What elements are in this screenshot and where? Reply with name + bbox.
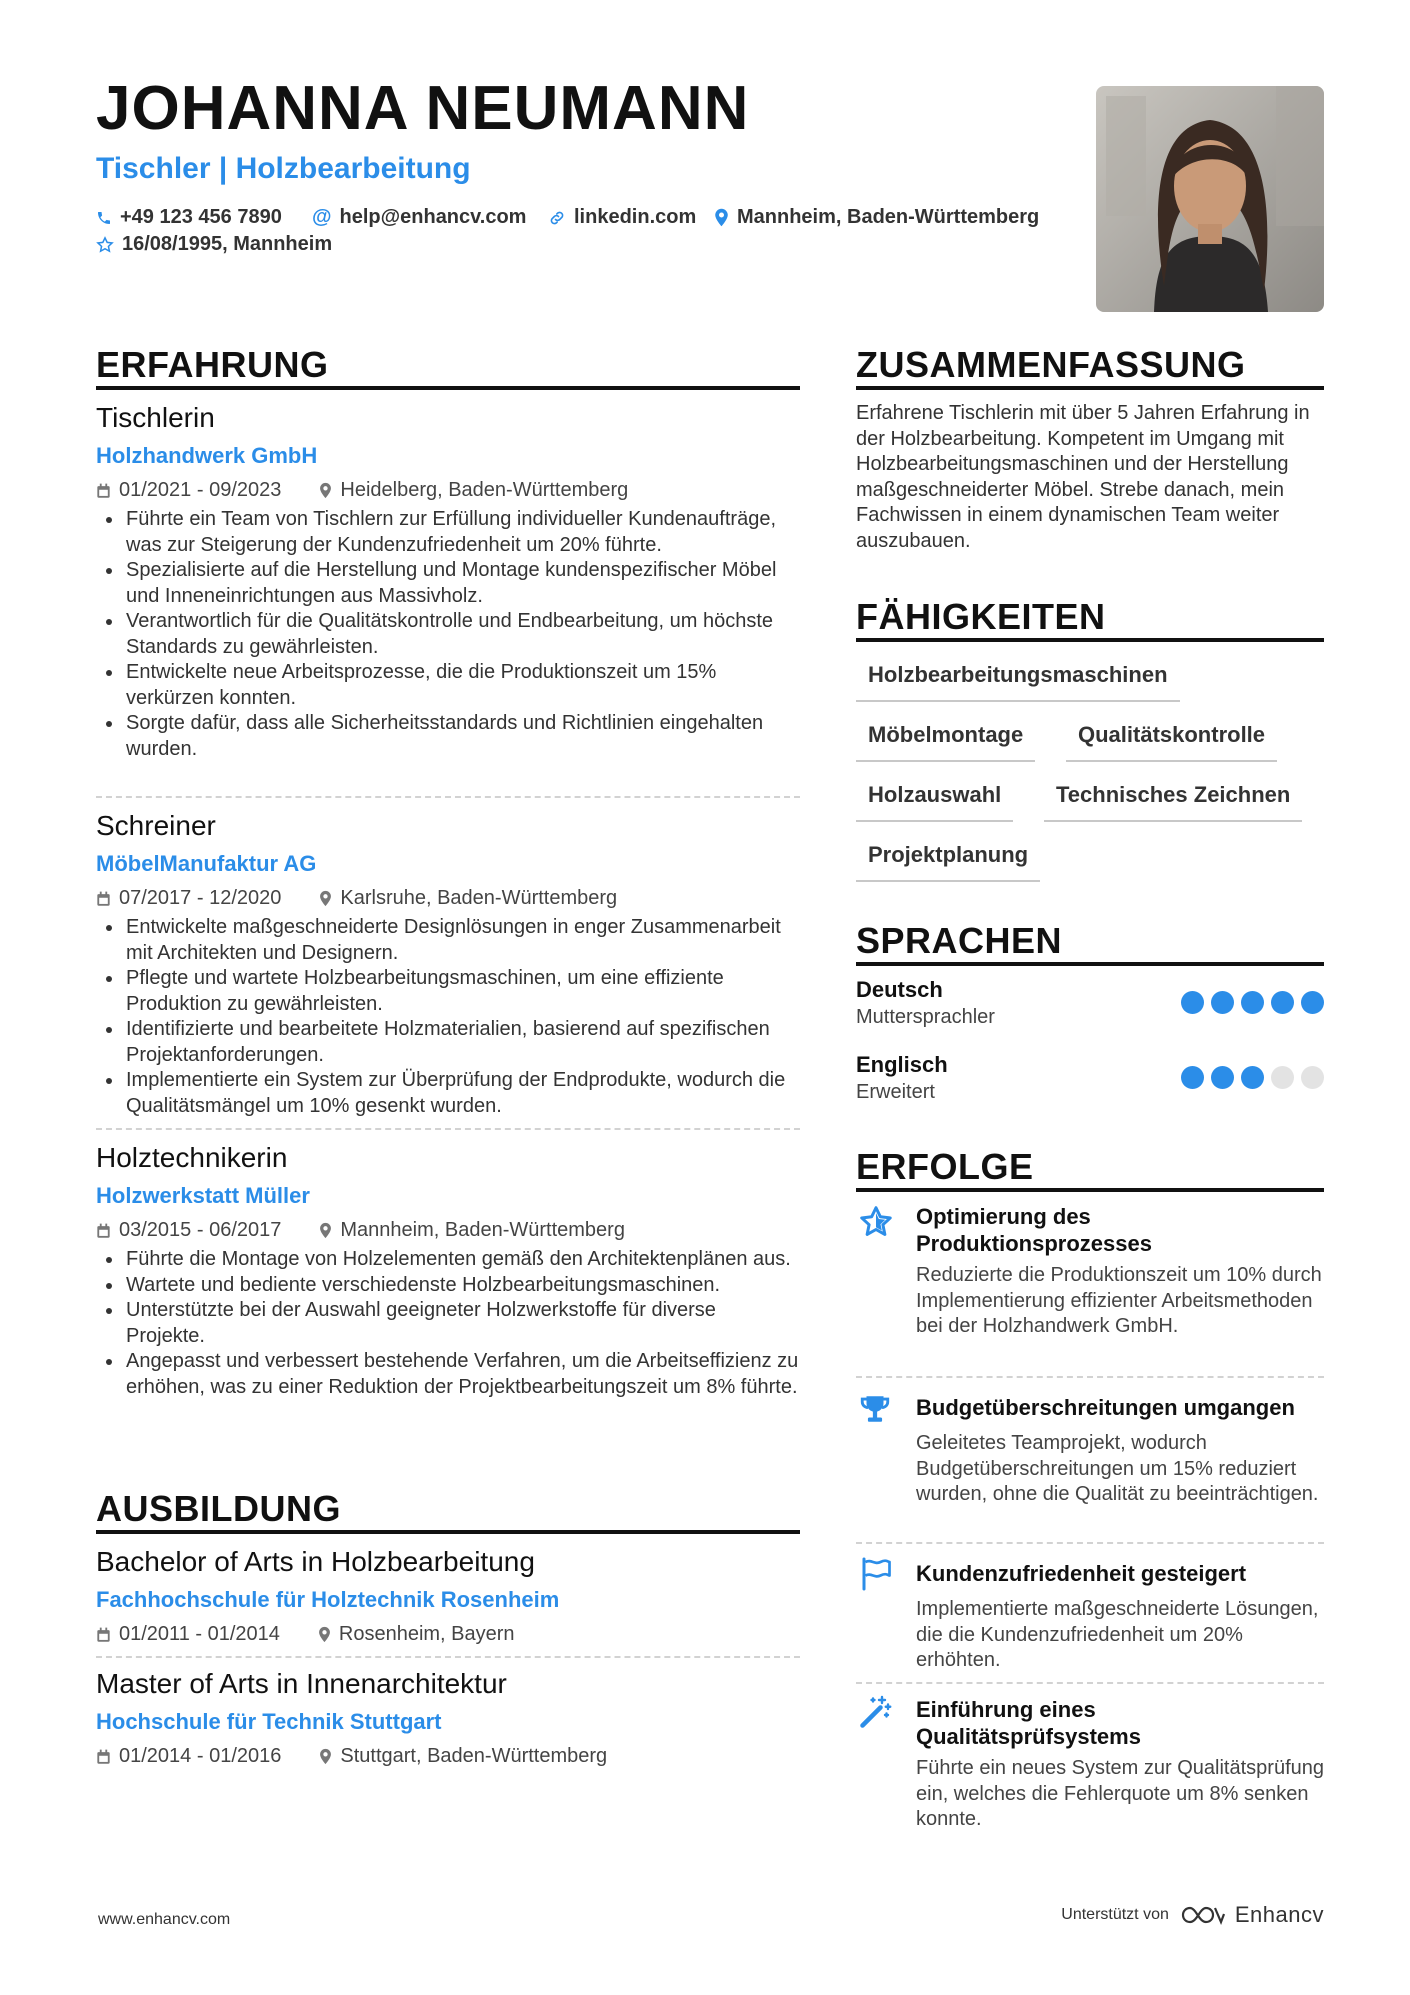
email-text[interactable]: help@enhancv.com bbox=[339, 206, 527, 228]
education-meta bbox=[96, 1745, 800, 1768]
contact-email[interactable] bbox=[312, 206, 526, 229]
candidate-title: Tischler | Holzbearbeitung bbox=[96, 152, 471, 185]
divider bbox=[856, 1682, 1324, 1684]
language-level: Erweitert bbox=[856, 1081, 935, 1103]
job-entry bbox=[96, 810, 800, 1119]
brand-name: Enhancv bbox=[1234, 1902, 1324, 1927]
job-meta bbox=[96, 887, 800, 910]
education-location: Stuttgart, Baden-Württemberg bbox=[340, 1745, 608, 1767]
languages-rule bbox=[856, 962, 1324, 966]
achievement-desc: Geleitetes Teamprojekt, wodurch Budgetüberschreitungen um 15% reduziert wurden, ohne die Qualität zu beeinträchtigen. bbox=[916, 1432, 1319, 1505]
profile-photo bbox=[1096, 86, 1324, 312]
bullet-item: • Identifizierte und bearbeitete Holzmaterialien, basierend auf spezifischen Projektanforderungen. bbox=[124, 1017, 800, 1068]
education-rule bbox=[96, 1530, 800, 1534]
job-bullets bbox=[96, 915, 800, 1119]
trophy-icon bbox=[858, 1392, 892, 1431]
education-dates: 01/2011 - 01/2014 bbox=[119, 1623, 280, 1645]
degree-title: Master of Arts in Innenarchitektur bbox=[96, 1668, 507, 1699]
language-item bbox=[856, 977, 1324, 1029]
map-pin-icon bbox=[319, 1222, 332, 1239]
bullet-item: • Sorgte dafür, dass alle Sicherheitsstandards und Richtlinien eingehalten wurden. bbox=[124, 711, 800, 762]
achievement-desc: Implementierte maßgeschneiderte Lösungen, die die Kundenzufriedenheit um 20% erhöhten. bbox=[916, 1598, 1319, 1671]
map-pin-icon bbox=[319, 1748, 332, 1765]
rating-dot bbox=[1271, 1066, 1294, 1089]
job-title: Holztechnikerin bbox=[96, 1142, 288, 1173]
bullet-item: • Entwickelte neue Arbeitsprozesse, die die Produktionszeit um 15% verkürzen konnten. bbox=[124, 660, 800, 711]
achievement-item bbox=[916, 1696, 1326, 1833]
language-rating bbox=[1181, 991, 1324, 1014]
divider bbox=[856, 1542, 1324, 1544]
rating-dot bbox=[1211, 991, 1234, 1014]
education-meta bbox=[96, 1623, 800, 1646]
rating-dot bbox=[1241, 991, 1264, 1014]
phone-text: +49 123 456 7890 bbox=[120, 206, 282, 228]
job-location: Heidelberg, Baden-Württemberg bbox=[340, 479, 629, 501]
rating-dot bbox=[1241, 1066, 1264, 1089]
job-bullets bbox=[96, 507, 800, 762]
job-location: Mannheim, Baden-Württemberg bbox=[340, 1219, 625, 1241]
bullet-item: • Unterstützte bei der Auswahl geeigneter Holzwerkstoffe für diverse Projekte. bbox=[124, 1298, 800, 1349]
achievement-item bbox=[916, 1203, 1326, 1340]
divider bbox=[856, 1376, 1324, 1378]
achievement-item bbox=[916, 1560, 1326, 1674]
phone-icon bbox=[96, 210, 112, 226]
summary-heading: ZUSAMMENFASSUNG bbox=[856, 344, 1246, 385]
contact-location bbox=[714, 206, 1039, 229]
skills-rule bbox=[856, 638, 1324, 642]
language-level: Muttersprachler bbox=[856, 1006, 995, 1028]
languages-heading: SPRACHEN bbox=[856, 920, 1063, 961]
school-name: Hochschule für Technik Stuttgart bbox=[96, 1709, 442, 1734]
star-outline-icon bbox=[96, 236, 114, 254]
achievement-title: Budgetüberschreitungen umgangen bbox=[916, 1395, 1295, 1420]
job-meta bbox=[96, 479, 800, 502]
bullet-item: • Wartete und bediente verschiedenste Holzbearbeitungsmaschinen. bbox=[124, 1273, 800, 1299]
bullet-item: • Verantwortlich für die Qualitätskontrolle und Endbearbeitung, um höchste Standards zu gewährleisten. bbox=[124, 609, 800, 660]
achievements-heading: ERFOLGE bbox=[856, 1146, 1034, 1187]
language-name: Deutsch bbox=[856, 977, 943, 1002]
degree-title: Bachelor of Arts in Holzbearbeitung bbox=[96, 1546, 535, 1577]
language-rating bbox=[1181, 1066, 1324, 1089]
skill-tag: Projektplanung bbox=[856, 842, 1040, 882]
job-dates: 03/2015 - 06/2017 bbox=[119, 1219, 282, 1241]
education-dates: 01/2014 - 01/2016 bbox=[119, 1745, 282, 1767]
map-pin-icon bbox=[318, 1626, 331, 1643]
job-bullets bbox=[96, 1247, 800, 1400]
summary-rule bbox=[856, 386, 1324, 390]
job-entry bbox=[96, 402, 800, 762]
bullet-item: • Angepasst und verbessert bestehende Verfahren, um die Arbeitseffizienz zu erhöhen, was zu einer Reduktion der Projektbearbeitungszeit um 8% führte. bbox=[124, 1349, 800, 1400]
map-pin-icon bbox=[319, 482, 332, 499]
achievements-rule bbox=[856, 1188, 1324, 1192]
achievement-desc: Reduzierte die Produktionszeit um 10% durch Implementierung effizienter Arbeitsmethoden bei der Holzhandwerk GmbH. bbox=[916, 1264, 1322, 1337]
bullet-item: • Entwickelte maßgeschneiderte Designlösungen in enger Zusammenarbeit mit Architekten und Designern. bbox=[124, 915, 800, 966]
job-company: Holzwerkstatt Müller bbox=[96, 1183, 310, 1208]
candidate-name: JOHANNA NEUMANN bbox=[96, 74, 750, 143]
job-title: Tischlerin bbox=[96, 402, 215, 433]
calendar-icon bbox=[96, 1223, 111, 1239]
job-company: Holzhandwerk GmbH bbox=[96, 443, 318, 468]
contact-linkedin[interactable] bbox=[548, 206, 696, 229]
birth-text: 16/08/1995, Mannheim bbox=[122, 233, 333, 255]
rating-dot bbox=[1181, 1066, 1204, 1089]
job-meta bbox=[96, 1219, 800, 1242]
education-entry bbox=[96, 1668, 800, 1768]
language-name: Englisch bbox=[856, 1052, 948, 1077]
bullet-item: • Führte die Montage von Holzelementen gemäß den Architektenplänen aus. bbox=[124, 1247, 800, 1273]
magic-wand-icon bbox=[858, 1694, 894, 1735]
star-icon bbox=[858, 1204, 894, 1245]
bullet-item: • Pflegte und wartete Holzbearbeitungsmaschinen, um eine effiziente Produktion zu gewährleisten. bbox=[124, 966, 800, 1017]
education-location: Rosenheim, Bayern bbox=[338, 1623, 515, 1645]
rating-dot bbox=[1301, 991, 1324, 1014]
bullet-item: • Implementierte ein System zur Überprüfung der Endprodukte, wodurch die Qualitätsmängel um 10% gesenkt wurden. bbox=[124, 1068, 800, 1119]
calendar-icon bbox=[96, 483, 111, 499]
job-entry bbox=[96, 1142, 800, 1400]
rating-dot bbox=[1301, 1066, 1324, 1089]
bullet-item: • Führte ein Team von Tischlern zur Erfüllung individueller Kundenaufträge, was zur Steigerung der Kundenzufriedenheit um 20% führte. bbox=[124, 507, 800, 558]
map-pin-icon bbox=[319, 890, 332, 907]
calendar-icon bbox=[96, 891, 111, 907]
powered-by-text: Unterstützt von bbox=[1061, 1906, 1169, 1923]
divider bbox=[96, 1128, 800, 1130]
job-company: MöbelManufaktur AG bbox=[96, 851, 317, 876]
footer-website[interactable]: www.enhancv.com bbox=[98, 1911, 231, 1928]
education-entry bbox=[96, 1546, 800, 1646]
skill-tag: Technisches Zeichnen bbox=[1044, 782, 1302, 822]
achievement-title: Optimierung des Produktionsprozesses bbox=[916, 1204, 1152, 1256]
link-icon bbox=[548, 209, 566, 227]
calendar-icon bbox=[96, 1749, 111, 1765]
flag-icon bbox=[858, 1556, 894, 1597]
summary-text: Erfahrene Tischlerin mit über 5 Jahren Erfahrung in der Holzbearbeitung. Kompetent im Umgang mit Holzbearbeitungsmaschinen und der Herstellung maßgeschneiderter Möbel. Strebe danach, mein Fachwissen in einem dynamischen Team weiter auszubauen. bbox=[856, 402, 1310, 552]
at-icon: @ bbox=[312, 206, 332, 228]
divider bbox=[96, 796, 800, 798]
divider bbox=[96, 1656, 800, 1658]
school-name: Fachhochschule für Holztechnik Rosenheim bbox=[96, 1587, 560, 1612]
map-pin-icon bbox=[714, 208, 729, 227]
contact-phone bbox=[96, 206, 282, 229]
rating-dot bbox=[1271, 991, 1294, 1014]
skills-heading: FÄHIGKEITEN bbox=[856, 596, 1106, 637]
location-text: Mannheim, Baden-Württemberg bbox=[737, 206, 1040, 228]
footer-brand[interactable] bbox=[1061, 1902, 1324, 1928]
skill-tag: Holzauswahl bbox=[856, 782, 1013, 822]
achievement-desc: Führte ein neues System zur Qualitätsprüfung ein, welches die Fehlerquote um 8% senken konnte. bbox=[916, 1757, 1324, 1830]
skill-tag: Möbelmontage bbox=[856, 722, 1035, 762]
job-title: Schreiner bbox=[96, 810, 216, 841]
calendar-icon bbox=[96, 1627, 111, 1643]
experience-rule bbox=[96, 386, 800, 390]
contact-birth bbox=[96, 233, 332, 256]
job-location: Karlsruhe, Baden-Württemberg bbox=[340, 887, 618, 909]
education-heading: AUSBILDUNG bbox=[96, 1488, 341, 1529]
achievement-item bbox=[916, 1394, 1326, 1508]
achievement-title: Kundenzufriedenheit gesteigert bbox=[916, 1561, 1247, 1586]
job-dates: 07/2017 - 12/2020 bbox=[119, 887, 282, 909]
experience-heading: ERFAHRUNG bbox=[96, 344, 329, 385]
rating-dot bbox=[1211, 1066, 1234, 1089]
enhancv-logo-icon bbox=[1179, 1904, 1225, 1926]
bullet-item: • Spezialisierte auf die Herstellung und Montage kundenspezifischer Möbel und Inneneinrichtungen aus Massivholz. bbox=[124, 558, 800, 609]
language-item bbox=[856, 1052, 1324, 1104]
skill-tag: Qualitätskontrolle bbox=[1066, 722, 1277, 762]
skill-tag: Holzbearbeitungsmaschinen bbox=[856, 662, 1180, 702]
job-dates: 01/2021 - 09/2023 bbox=[119, 479, 282, 501]
achievement-title: Einführung eines Qualitätsprüfsystems bbox=[916, 1697, 1141, 1749]
rating-dot bbox=[1181, 991, 1204, 1014]
linkedin-text[interactable]: linkedin.com bbox=[574, 206, 697, 228]
